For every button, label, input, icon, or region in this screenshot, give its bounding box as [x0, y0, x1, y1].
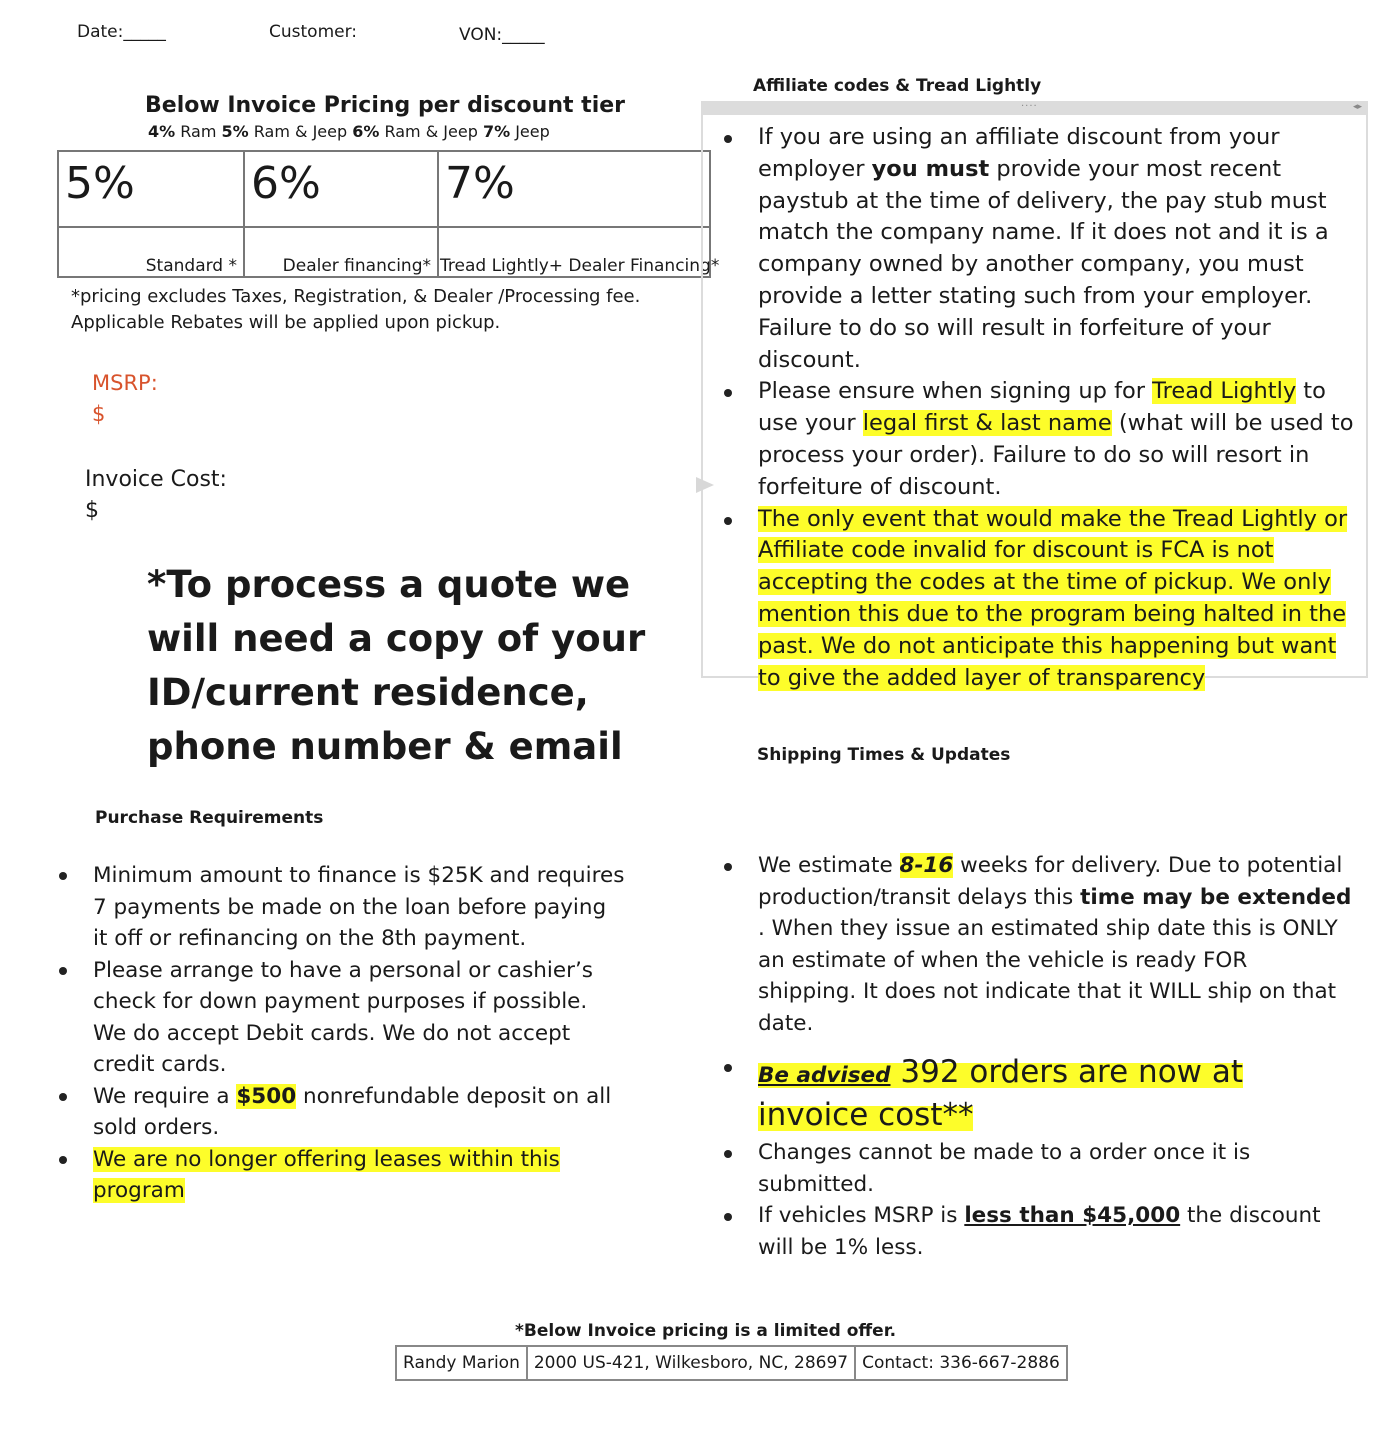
customer-field-label: Customer:	[269, 22, 358, 42]
list-item: Changes cannot be made to a order once it is submitted.	[722, 1137, 1352, 1200]
delivery-weeks: 8-16	[899, 853, 954, 878]
msrp-block	[92, 368, 158, 430]
purchase-requirements-list	[57, 860, 627, 1207]
tier-percent-5: 5%	[58, 151, 244, 227]
shipping-list	[722, 850, 1352, 1263]
list-item: Please ensure when signing up for Tread Lightly to use your legal first & last name (what will be used to process your order). Failure to do so will resort in forfeiture of discount.	[722, 376, 1362, 503]
list-item: We require a $500 nonrefundable deposit on all sold orders.	[57, 1081, 627, 1144]
shipping-section-title: Shipping Times & Updates	[757, 745, 1011, 765]
list-item: Minimum amount to finance is $25K and requires 7 payments be made on the loan before paying it off or refinancing on the 8th payment.	[57, 860, 627, 955]
discount-tier-table	[57, 150, 720, 278]
list-item: We estimate 8-16 weeks for delivery. Due to potential production/transit delays this time may be extended . When they issue an estimated ship date this is ONLY an estimate of when the vehicle is ready FOR shipping. It does not indicate that it WILL ship on that date.	[722, 850, 1352, 1039]
invoice-cost-block	[85, 464, 227, 526]
pricing-title: Below Invoice Pricing per discount tier	[145, 93, 626, 118]
dealer-address: 2000 US-421, Wilkesboro, NC, 28697	[527, 1346, 855, 1380]
list-item: Be advised 392 orders are now at invoice cost**	[722, 1051, 1352, 1137]
msrp-label: MSRP:	[92, 371, 158, 395]
text-box-anchor-handle[interactable]	[696, 477, 714, 493]
tier-label-dealer-financing: Dealer financing*	[244, 227, 438, 277]
msrp-value: $	[92, 402, 106, 426]
limited-offer-note: *Below Invoice pricing is a limited offer.	[515, 1321, 897, 1341]
tier-label-tread-lightly: Tread Lightly+ Dealer Financing*	[438, 227, 710, 277]
list-item: We are no longer offering leases within this program	[57, 1144, 627, 1207]
list-item: If vehicles MSRP is less than $45,000 the discount will be 1% less.	[722, 1200, 1352, 1263]
pricing-subtitle: 4% Ram 5% Ram & Jeep 6% Ram & Jeep 7% Jeep	[148, 122, 550, 141]
purchase-requirements-title: Purchase Requirements	[95, 808, 324, 828]
affiliate-list	[722, 122, 1362, 694]
von-field-label: VON:_____	[459, 25, 545, 45]
dealer-name: Randy Marion	[396, 1346, 527, 1380]
deposit-amount: $500	[236, 1083, 297, 1109]
list-item: If you are using an affiliate discount from your employer you must provide your most recent paystub at the time of delivery, the pay stub must match the company name. If it does not and it is a company owned by another company, you must provide a letter stating such from your employer. Failure to do so will result in forfeiture of your discount.	[722, 122, 1362, 376]
quote-requirements-notice: *To process a quote we will need a copy of your ID/current residence, phone number & email	[147, 563, 646, 768]
tier-percent-6: 6%	[244, 151, 438, 227]
invoice-cost-value: $	[85, 498, 99, 523]
list-item: Please arrange to have a personal or cashier’s check for down payment purposes if possible. We do accept Debit cards. We do not accept credit cards.	[57, 955, 627, 1081]
date-field-label: Date:_____	[77, 22, 166, 42]
pricing-note: *pricing excludes Taxes, Registration, & Dealer /Processing fee. Applicable Rebates will be applied upon pickup.	[71, 286, 641, 333]
dealer-contact-table	[395, 1345, 1068, 1381]
tier-percent-7: 7%	[438, 151, 710, 227]
affiliate-section-title: Affiliate codes & Tread Lightly	[753, 76, 1042, 96]
dealer-phone: Contact: 336-667-2886	[855, 1346, 1067, 1380]
invoice-cost-label: Invoice Cost:	[85, 467, 227, 492]
resize-arrows-icon[interactable]: ◂▸	[1352, 102, 1362, 112]
list-item: The only event that would make the Tread Lightly or Affiliate code invalid for discount is FCA is not accepting the codes at the time of pickup. We only mention this due to the program being halted in the past. We do not anticipate this happening but want to give the added layer of transparency	[722, 504, 1362, 695]
drag-grip-icon[interactable]: ····	[1021, 101, 1038, 112]
tier-label-standard: Standard *	[58, 227, 244, 277]
